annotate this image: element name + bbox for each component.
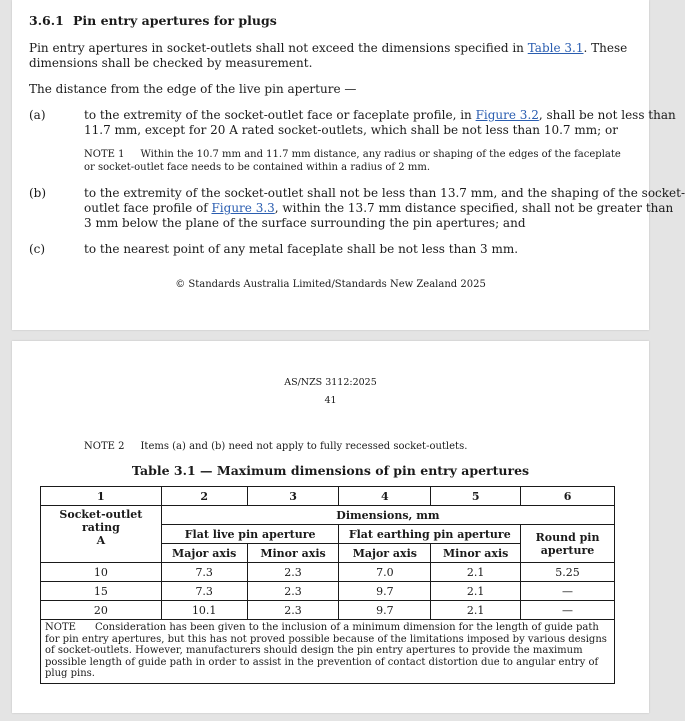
table-3-1-link[interactable]: Table 3.1 xyxy=(527,41,584,55)
note-1-line-2: or socket-outlet face needs to be contained within a radius of 2 mm. xyxy=(84,162,430,173)
table-cell: 10.1 xyxy=(161,601,247,620)
minor-axis-header: Minor axis xyxy=(247,544,339,563)
intro-text: Pin entry apertures in socket-outlets shall not exceed the dimensions specified in xyxy=(29,41,528,55)
note-1-line-1 xyxy=(84,149,621,160)
table-cell: — xyxy=(521,582,615,601)
table-cell: 2.1 xyxy=(431,563,521,582)
item-b-label: (b) xyxy=(29,186,47,200)
table-title: Table 3.1 — Maximum dimensions of pin entry apertures xyxy=(131,463,530,478)
item-b-line-2 xyxy=(84,201,673,215)
col-number: 3 xyxy=(247,487,339,506)
section-number: 3.6.1 xyxy=(29,13,64,28)
note-2 xyxy=(84,441,467,452)
major-axis-header: Major axis xyxy=(339,544,431,563)
table-cell: 20 xyxy=(41,601,162,620)
item-b-line-3: 3 mm below the plane of the surface surrounding the pin apertures; and xyxy=(84,216,526,230)
note-2-text: Items (a) and (b) need not apply to fully recessed socket-outlets. xyxy=(140,441,468,452)
round-pin-header xyxy=(521,525,615,563)
rating-header-line-1: Socket-outlet rating xyxy=(59,508,143,534)
table-cell: — xyxy=(521,601,615,620)
page-number: 41 xyxy=(324,395,337,406)
col-number: 4 xyxy=(339,487,431,506)
item-a-text-post: , shall be not less than xyxy=(538,108,676,122)
table-cell: 15 xyxy=(41,582,162,601)
table-note xyxy=(41,620,615,684)
distance-lead: The distance from the edge of the live pin aperture — xyxy=(29,82,357,96)
document-page-2 xyxy=(12,341,649,713)
section-heading xyxy=(29,13,277,28)
table-cell: 10 xyxy=(41,563,162,582)
document-page-1 xyxy=(12,0,685,330)
table-note-line: for pin entry apertures, but this has not proved possible because of the limitations imposed by various designs xyxy=(45,633,607,645)
col-number: 1 xyxy=(41,487,162,506)
item-c-label: (c) xyxy=(29,242,46,256)
table-note-line: plug pins. xyxy=(45,668,95,679)
item-a-line-1 xyxy=(84,108,676,122)
round-header-line-1: Round pin xyxy=(535,530,600,544)
item-a-line-2: 11.7 mm, except for 20 A rated socket-outlets, which shall be not less than 10.7 mm; or xyxy=(84,123,618,137)
note-2-label: NOTE 2 xyxy=(84,441,125,452)
table-cell: 7.3 xyxy=(161,563,247,582)
page-footer: © Standards Australia Limited/Standards New Zealand 2025 xyxy=(175,279,486,290)
table-cell: 9.7 xyxy=(339,601,431,620)
figure-3-2-link[interactable]: Figure 3.2 xyxy=(475,108,539,122)
col-number: 6 xyxy=(521,487,615,506)
item-a-text: to the extremity of the socket-outlet face or faceplate profile, in xyxy=(84,108,476,122)
standard-header: AS/NZS 3112:2025 xyxy=(284,377,377,388)
table-note-line: possible length of guide path in order to assist in the prevention of contact distortion due to angular entry of xyxy=(45,656,599,668)
note-1-label: NOTE 1 xyxy=(84,149,125,160)
table-note-line: NOTE Consideration has been given to the inclusion of a minimum dimension for the length of guide path xyxy=(45,622,599,633)
table-cell: 2.1 xyxy=(431,582,521,601)
major-axis-header: Major axis xyxy=(161,544,247,563)
rating-header-line-2: A xyxy=(96,534,106,547)
item-b-text-post: , within the 13.7 mm distance specified, shall not be greater than xyxy=(274,201,674,215)
table-cell: 2.1 xyxy=(431,601,521,620)
table-cell: 7.3 xyxy=(161,582,247,601)
table-row xyxy=(41,582,615,601)
intro-line-1 xyxy=(29,41,627,55)
table-cell: 9.7 xyxy=(339,582,431,601)
item-b-line-1: to the extremity of the socket-outlet shall not be less than 13.7 mm, and the shaping of the socket- xyxy=(84,186,685,200)
rating-header xyxy=(41,506,162,563)
intro-line-2: dimensions shall be checked by measurement. xyxy=(29,56,313,70)
dimensions-table xyxy=(40,486,615,684)
minor-axis-header: Minor axis xyxy=(431,544,521,563)
table-note-line: of socket-outlets. However, manufacturers should design the pin entry apertures to provide the maximum xyxy=(45,645,583,656)
note-1-text: Within the 10.7 mm and 11.7 mm distance, any radius or shaping of the edges of the faceplate xyxy=(140,149,621,160)
round-header-line-2: aperture xyxy=(540,543,595,557)
col-number: 5 xyxy=(431,487,521,506)
table-cell: 7.0 xyxy=(339,563,431,582)
table-note-row xyxy=(41,620,615,684)
item-a-label: (a) xyxy=(29,108,46,122)
item-c-line-1: to the nearest point of any metal faceplate shall be not less than 3 mm. xyxy=(84,242,519,256)
table-row xyxy=(41,563,615,582)
figure-3-3-link[interactable]: Figure 3.3 xyxy=(211,201,275,215)
item-b-text: outlet face profile of xyxy=(84,201,212,215)
col-number: 2 xyxy=(161,487,247,506)
table-cell: 5.25 xyxy=(521,563,615,582)
dimensions-header: Dimensions, mm xyxy=(161,506,614,525)
table-cell: 2.3 xyxy=(247,601,339,620)
section-title: Pin entry apertures for plugs xyxy=(73,13,277,28)
intro-text-post: . These xyxy=(583,41,628,55)
table-cell: 2.3 xyxy=(247,582,339,601)
table-header-row-1 xyxy=(41,506,615,525)
flat-live-header: Flat live pin aperture xyxy=(161,525,339,544)
table-row xyxy=(41,601,615,620)
table-cell: 2.3 xyxy=(247,563,339,582)
flat-earth-header: Flat earthing pin aperture xyxy=(339,525,521,544)
table-column-numbers-row xyxy=(41,487,615,506)
